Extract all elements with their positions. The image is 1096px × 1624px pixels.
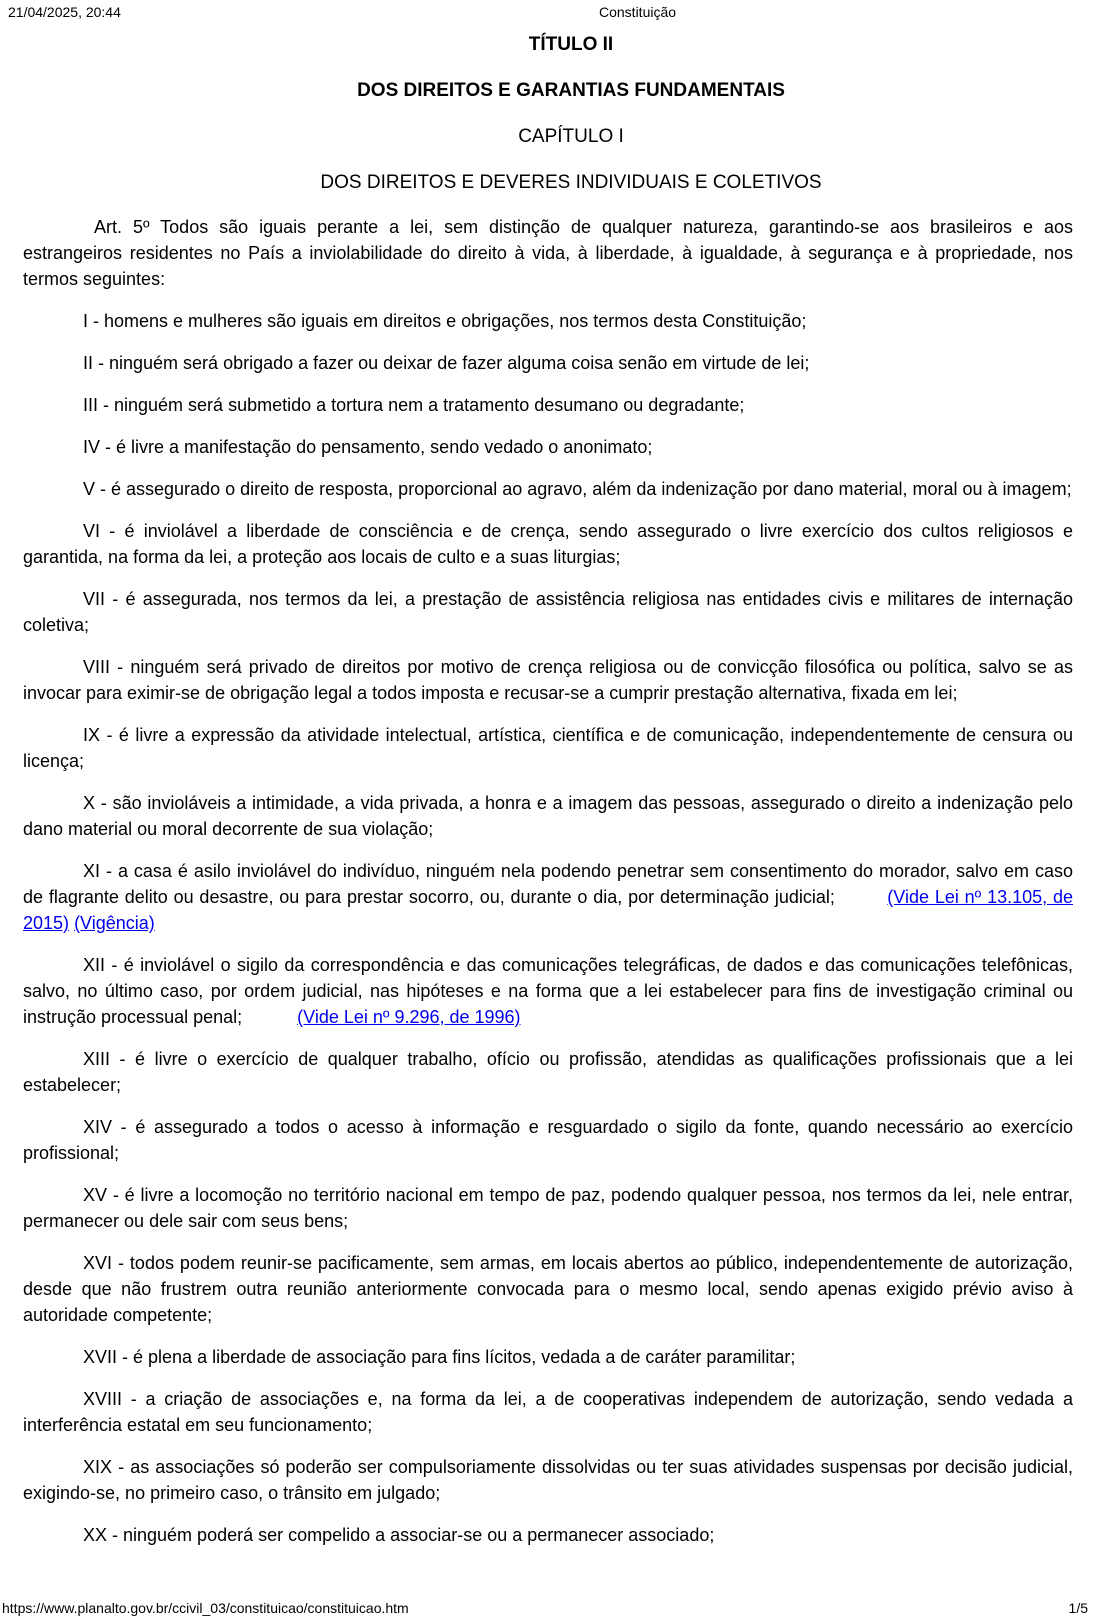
chapter-subject-heading: DOS DIREITOS E DEVERES INDIVIDUAIS E COLETIVOS bbox=[320, 172, 822, 193]
paragraph-text: VIII - ninguém será privado de direitos por motivo de crença religiosa ou de convicção filosófica ou política, salvo se as invocar para eximir-se de obrigação legal a todos imposta e recusar-se a cumprir prestação alternativa, fixada em lei; bbox=[23, 657, 1073, 703]
vide-link[interactable]: (Vigência) bbox=[74, 913, 155, 933]
paragraph-text: II - ninguém será obrigado a fazer ou deixar de fazer alguma coisa senão em virtude de lei; bbox=[83, 353, 810, 373]
paragraph-text: V - é assegurado o direito de resposta, proporcional ao agravo, além da indenização por dano material, moral ou à imagem; bbox=[83, 479, 1072, 499]
vide-link[interactable]: (Vide Lei nº 9.296, de 1996) bbox=[297, 1007, 521, 1027]
inciso-v bbox=[23, 476, 1073, 502]
inciso-xvii bbox=[23, 1344, 1073, 1370]
inciso-ii bbox=[23, 350, 1073, 376]
inciso-xviii bbox=[23, 1386, 1073, 1438]
print-datetime: 21/04/2025, 20:44 bbox=[8, 4, 121, 20]
paragraph-text: XVII - é plena a liberdade de associação para fins lícitos, vedada a de caráter paramilitar; bbox=[83, 1347, 796, 1367]
source-url: https://www.planalto.gov.br/ccivil_03/constituicao/constituicao.htm bbox=[2, 1600, 409, 1616]
inciso-xii bbox=[23, 952, 1073, 1030]
paragraph-text: XV - é livre a locomoção no território nacional em tempo de paz, podendo qualquer pessoa, nos termos da lei, nele entrar, permanecer ou dele sair com seus bens; bbox=[23, 1185, 1073, 1231]
paragraph-text: XIV - é assegurado a todos o acesso à informação e resguardado o sigilo da fonte, quando necessário ao exercício profissional; bbox=[23, 1117, 1073, 1163]
art5-caput bbox=[23, 214, 1073, 292]
title-subject-heading: DOS DIREITOS E GARANTIAS FUNDAMENTAIS bbox=[357, 80, 785, 101]
paragraph-text: IX - é livre a expressão da atividade intelectual, artística, científica e de comunicação, independentemente de censura ou licença; bbox=[23, 725, 1073, 771]
page-number: 1/5 bbox=[1068, 1600, 1088, 1616]
paragraph-text: XII - é inviolável o sigilo da correspondência e das comunicações telegráficas, de dados e das comunicações telefônicas, salvo, no último caso, por ordem judicial, nas hipóteses e na forma que a lei estabelecer para fins de investigação criminal ou instrução processual penal; bbox=[23, 955, 1073, 1027]
inciso-xv bbox=[23, 1182, 1073, 1234]
title-heading: TÍTULO II bbox=[528, 34, 614, 55]
inciso-xiii bbox=[23, 1046, 1073, 1098]
print-footer bbox=[0, 1598, 1096, 1616]
inciso-vi bbox=[23, 518, 1073, 570]
paragraph-text: III - ninguém será submetido a tortura nem a tratamento desumano ou degradante; bbox=[83, 395, 745, 415]
chapter-heading: CAPÍTULO I bbox=[518, 126, 624, 147]
paragraph-text: I - homens e mulheres são iguais em direitos e obrigações, nos termos desta Constituição; bbox=[83, 311, 807, 331]
paragraph-text: XX - ninguém poderá ser compelido a associar-se ou a permanecer associado; bbox=[83, 1525, 715, 1545]
paragraph-text: XIX - as associações só poderão ser compulsoriamente dissolvidas ou ter suas atividades suspensas por decisão judicial, exigindo-se, no primeiro caso, o trânsito em julgado; bbox=[23, 1457, 1073, 1503]
document-headings bbox=[23, 0, 1073, 194]
inciso-iii bbox=[23, 392, 1073, 418]
paragraph-text: IV - é livre a manifestação do pensamento, sendo vedado o anonimato; bbox=[83, 437, 653, 457]
inciso-xvi bbox=[23, 1250, 1073, 1328]
document-body bbox=[23, 214, 1073, 1548]
inciso-x bbox=[23, 790, 1073, 842]
paragraph-text: XI - a casa é asilo inviolável do indivíduo, ninguém nela podendo penetrar sem consentimento do morador, salvo em caso de flagrante delito ou desastre, ou para prestar socorro, ou, durante o dia, por determinação judicial; bbox=[23, 861, 1073, 907]
paragraph-text: VI - é inviolável a liberdade de consciência e de crença, sendo assegurado o livre exercício dos cultos religiosos e garantida, na forma da lei, a proteção aos locais de culto e a suas liturgias; bbox=[23, 521, 1073, 567]
vide-link[interactable]: (Vide Lei nº 13.105, de 2015) bbox=[23, 887, 1073, 933]
inciso-i bbox=[23, 308, 1073, 334]
inciso-xix bbox=[23, 1454, 1073, 1506]
paragraph-text: Art. 5º Todos são iguais perante a lei, sem distinção de qualquer natureza, garantindo-se aos brasileiros e aos estrangeiros residentes no País a inviolabilidade do direito à vida, à liberdade, à igualdade, à segurança e à propriedade, nos termos seguintes: bbox=[23, 217, 1073, 289]
paragraph-text: VII - é assegurada, nos termos da lei, a prestação de assistência religiosa nas entidades civis e militares de internação coletiva; bbox=[23, 589, 1073, 635]
inciso-xiv bbox=[23, 1114, 1073, 1166]
inciso-vii bbox=[23, 586, 1073, 638]
inciso-iv bbox=[23, 434, 1073, 460]
inciso-viii bbox=[23, 654, 1073, 706]
inciso-xx bbox=[23, 1522, 1073, 1548]
paragraph-text: XIII - é livre o exercício de qualquer trabalho, ofício ou profissão, atendidas as qualificações profissionais que a lei estabelecer; bbox=[23, 1049, 1073, 1095]
inciso-ix bbox=[23, 722, 1073, 774]
paragraph-text: XVI - todos podem reunir-se pacificamente, sem armas, em locais abertos ao público, independentemente de autorização, desde que não frustrem outra reunião anteriormente convocada para o mesmo local, sendo apenas exigido prévio aviso à autoridade competente; bbox=[23, 1253, 1073, 1325]
paragraph-text: X - são invioláveis a intimidade, a vida privada, a honra e a imagem das pessoas, assegurado o direito a indenização pelo dano material ou moral decorrente de sua violação; bbox=[23, 793, 1073, 839]
print-doc-title: Constituição bbox=[599, 4, 677, 20]
paragraph-text: XVIII - a criação de associações e, na forma da lei, a de cooperativas independem de autorização, sendo vedada a interferência estatal em seu funcionamento; bbox=[23, 1389, 1073, 1435]
inciso-xi bbox=[23, 858, 1073, 936]
